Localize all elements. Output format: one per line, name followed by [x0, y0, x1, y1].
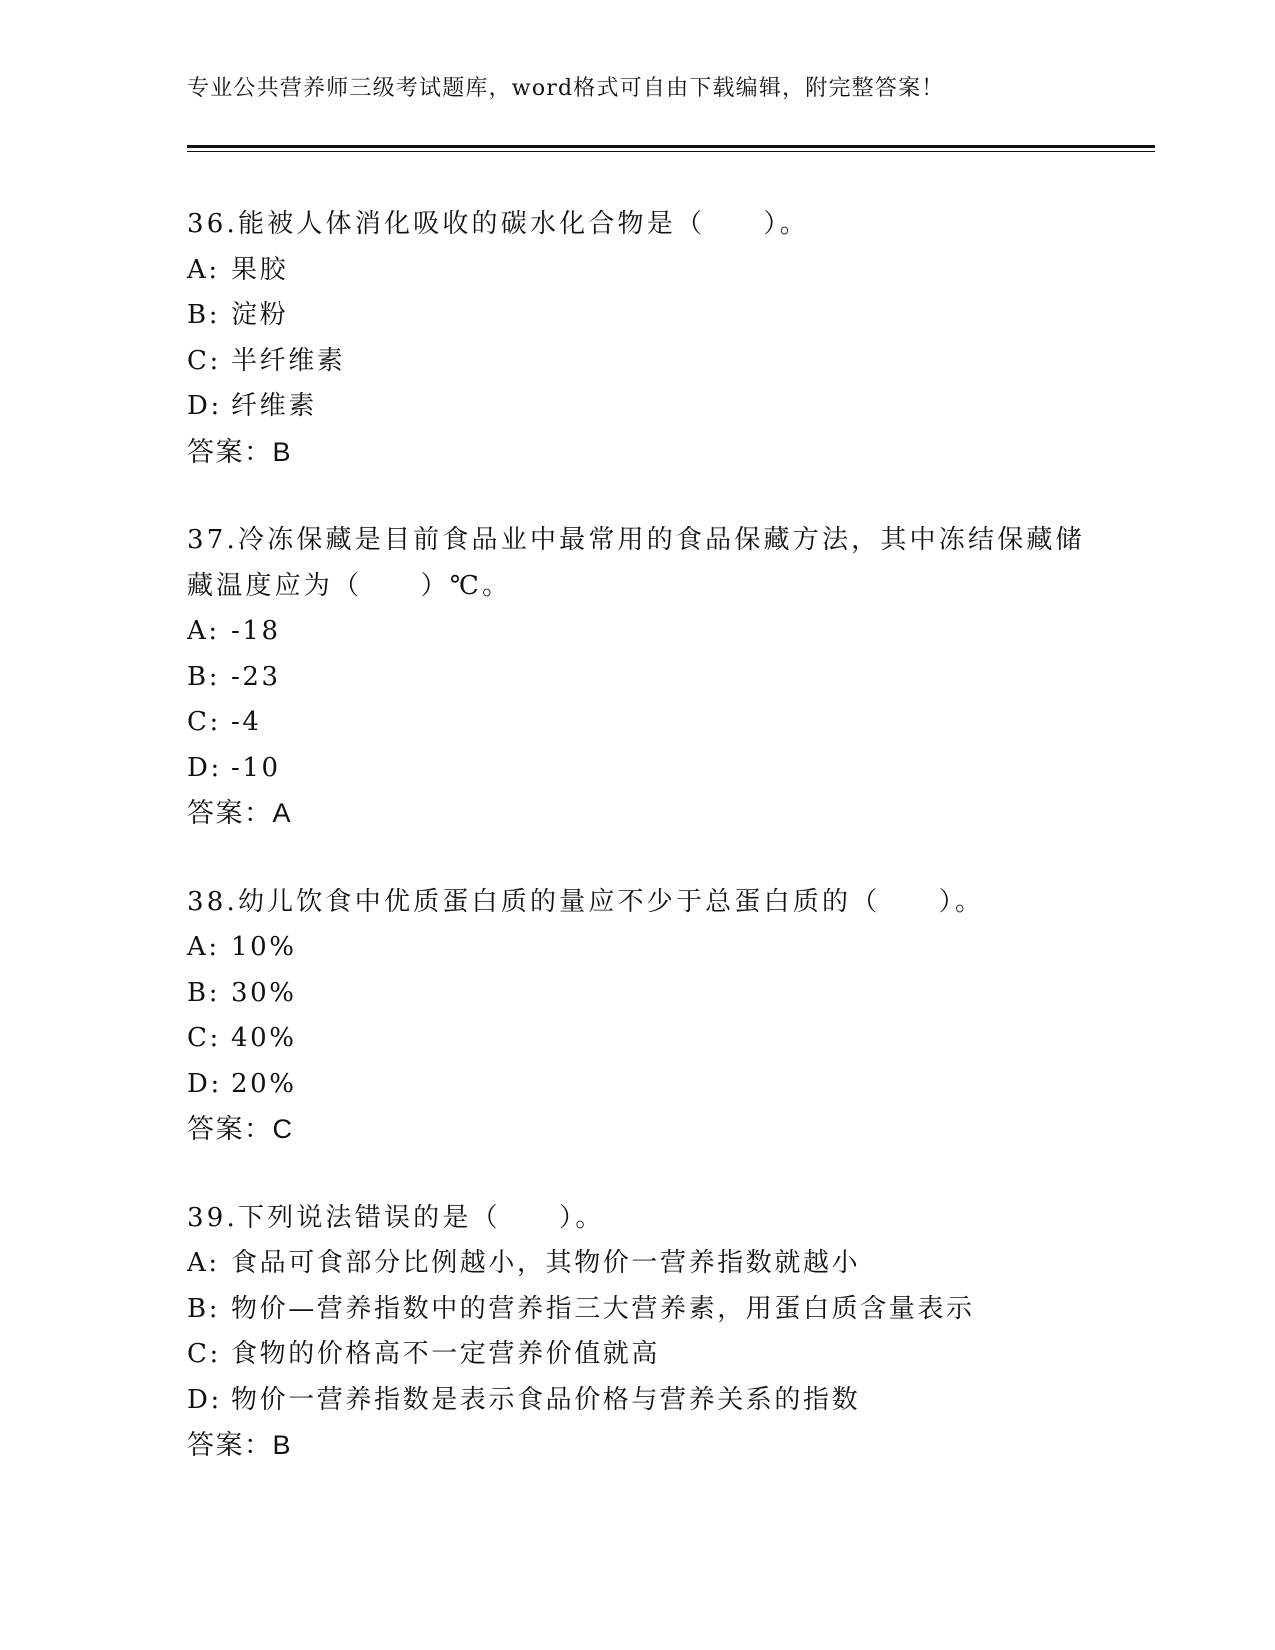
option-text: 淀粉 [231, 300, 289, 330]
question-stem: 36.能被人体消化吸收的碳水化合物是（ ）。 [187, 209, 809, 239]
option-letter: A: [187, 254, 220, 285]
option-d [187, 1062, 1087, 1108]
option-text: 20% [231, 1068, 297, 1099]
option-b [187, 655, 1087, 701]
question-stem: 38.幼儿饮食中优质蛋白质的量应不少于总蛋白质的（ ）。 [187, 886, 985, 917]
page-header-text: 专业公共营养师三级考试题库，word格式可自由下载编辑，附完整答案！ [187, 76, 945, 101]
option-text: 物价—营养指数中的营养指三大营养素，用蛋白质含量表示 [231, 1293, 975, 1324]
option-d [187, 384, 1087, 430]
option-letter: A: [187, 932, 220, 962]
header-rule-thick [187, 145, 1155, 148]
option-letter: D: [187, 391, 222, 421]
option-a [187, 248, 1087, 294]
option-text: 30% [231, 977, 297, 1008]
answer-line: 答案：B [187, 1430, 293, 1460]
option-letter: A: [187, 616, 220, 646]
option-b [187, 1287, 1087, 1333]
option-text: -4 [231, 707, 262, 737]
option-text: 纤维素 [231, 391, 317, 421]
option-letter: B: [187, 300, 221, 330]
option-text: 果胶 [231, 254, 289, 285]
option-a [187, 925, 1087, 971]
question-36 [187, 202, 1087, 475]
question-37 [187, 518, 1087, 837]
answer-line: 答案：C [187, 1114, 294, 1144]
option-text: 物价一营养指数是表示食品价格与营养关系的指数 [231, 1384, 861, 1415]
option-letter: C: [187, 345, 221, 376]
option-text: 食品可食部分比例越小，其物价一营养指数就越小 [231, 1248, 861, 1278]
option-text: 40% [231, 1023, 297, 1053]
option-text: -18 [231, 616, 281, 646]
question-list [187, 202, 1087, 1512]
option-letter: B: [187, 977, 221, 1008]
option-text: -23 [231, 661, 281, 692]
question-stem: 39.下列说法错误的是（ ）。 [187, 1202, 605, 1233]
option-letter: C: [187, 1339, 221, 1369]
option-text: 半纤维素 [231, 345, 346, 376]
option-c [187, 1016, 1087, 1062]
option-b [187, 971, 1087, 1017]
option-letter: A: [187, 1248, 220, 1278]
option-letter: C: [187, 1023, 221, 1053]
option-c [187, 1332, 1087, 1378]
option-letter: B: [187, 1293, 221, 1324]
question-38 [187, 880, 1087, 1153]
option-text: 食物的价格高不一定营养价值就高 [231, 1339, 661, 1369]
option-c [187, 339, 1087, 385]
answer-line: 答案：A [187, 798, 293, 828]
option-letter: D: [187, 752, 222, 783]
option-a [187, 609, 1087, 655]
option-text: -10 [231, 752, 281, 783]
option-letter: D: [187, 1384, 222, 1415]
option-letter: D: [187, 1068, 222, 1099]
option-letter: C: [187, 707, 221, 737]
answer-line: 答案：B [187, 436, 293, 467]
option-letter: B: [187, 661, 221, 692]
option-b [187, 293, 1087, 339]
option-text: 10% [231, 932, 297, 962]
question-stem: 37.冷冻保藏是目前食品业中最常用的食品保藏方法，其中冻结保藏储藏温度应为（ ）℃。 [187, 525, 1085, 601]
header-rule-thin [187, 151, 1155, 152]
option-d [187, 746, 1087, 792]
question-39 [187, 1196, 1087, 1469]
option-c [187, 700, 1087, 746]
option-a [187, 1241, 1087, 1287]
option-d [187, 1378, 1087, 1424]
